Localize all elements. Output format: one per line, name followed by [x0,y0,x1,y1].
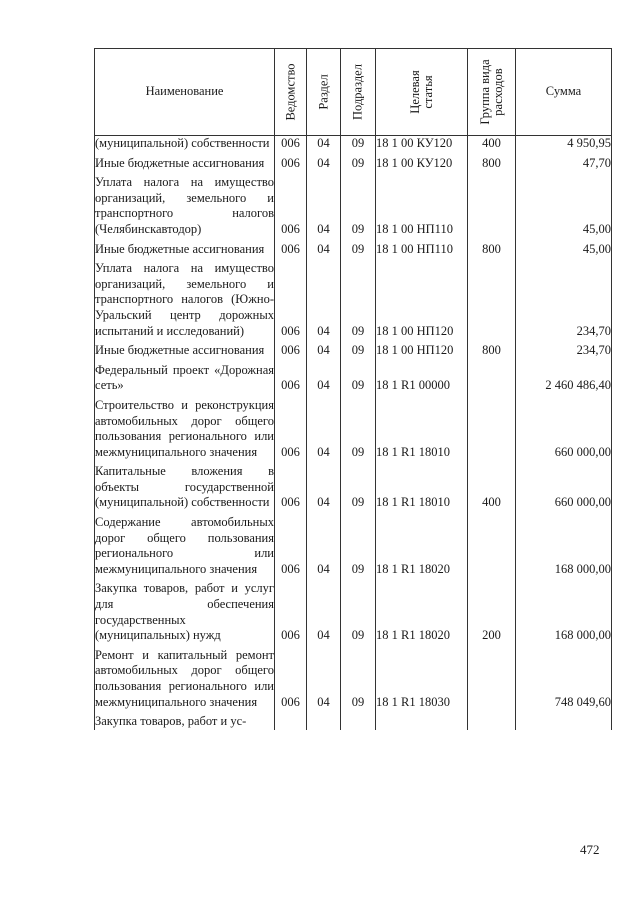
row-csr: 18 1 R1 18020 [376,581,468,643]
row-sum: 168 000,00 [516,515,612,577]
header-podrazdel-label: Подраздел [350,64,365,120]
header-summa: Сумма [516,49,612,136]
table-row [95,581,612,643]
page-number: 472 [580,842,600,857]
row-razdel: 04 [307,261,341,339]
row-vr [468,515,516,577]
row-name: Федеральный проект «Дорожная сеть» [95,362,274,393]
row-razdel [307,714,341,730]
row-vedomstvo [275,714,307,730]
header-csr-label: Целевая статья [407,70,435,114]
header-csr [376,49,468,136]
header-vr [468,49,516,136]
table-row [95,156,612,172]
row-sum: 660 000,00 [516,464,612,511]
row-podrazdel: 09 [341,363,376,394]
row-sum: 2 460 486,40 [516,363,612,394]
row-podrazdel: 09 [341,156,376,172]
row-csr: 18 1 R1 18010 [376,398,468,460]
row-podrazdel: 09 [341,398,376,460]
row-vr: 800 [468,343,516,359]
table-row [95,398,612,460]
row-name: Уплата налога на имущество организаций, земельного и транспортного налогов (Челябинскавтодор) [95,175,274,236]
row-sum: 47,70 [516,156,612,172]
row-sum: 660 000,00 [516,398,612,460]
row-vedomstvo: 006 [275,581,307,643]
header-vr-label: Группа вида расходов [477,59,505,125]
header-razdel [307,49,341,136]
row-vr: 800 [468,156,516,172]
row-sum: 45,00 [516,175,612,237]
table-row [95,242,612,258]
row-name: Содержание автомобильных дорог общего пользования регионального или межмуниципального значения [95,515,274,576]
row-name: Закупка товаров, работ и услуг для обеспечения государственных (муниципальных) нужд [95,581,274,643]
row-podrazdel: 09 [341,242,376,258]
row-vedomstvo: 006 [275,648,307,710]
row-sum: 4 950,95 [516,136,612,152]
header-vedomstvo [275,49,307,136]
row-vr [468,363,516,394]
row-razdel: 04 [307,156,341,172]
row-podrazdel: 09 [341,261,376,339]
row-podrazdel: 09 [341,175,376,237]
row-vr [468,398,516,460]
row-vr [468,648,516,710]
row-razdel: 04 [307,398,341,460]
row-razdel: 04 [307,343,341,359]
table-header-row [95,49,612,136]
table-row [95,363,612,394]
row-sum: 234,70 [516,261,612,339]
row-csr: 18 1 R1 00000 [376,363,468,394]
row-razdel: 04 [307,515,341,577]
row-vedomstvo: 006 [275,464,307,511]
row-vr: 200 [468,581,516,643]
row-podrazdel: 09 [341,581,376,643]
row-sum [516,714,612,730]
row-name: Закупка товаров, работ и ус- [95,714,275,730]
row-vr: 400 [468,464,516,511]
row-vedomstvo: 006 [275,242,307,258]
row-name: Капитальные вложения в объекты государственной (муниципальной) собственности [95,464,274,510]
row-vedomstvo: 006 [275,136,307,152]
budget-table [94,48,612,730]
row-vedomstvo: 006 [275,363,307,394]
table-row [95,343,612,359]
row-razdel: 04 [307,242,341,258]
table-row [95,515,612,577]
row-csr: 18 1 R1 18010 [376,464,468,511]
row-podrazdel: 09 [341,343,376,359]
row-name: Иные бюджетные ассигнования [95,242,275,258]
row-name: Иные бюджетные ассигнования [95,343,275,359]
row-podrazdel: 09 [341,464,376,511]
table-row [95,464,612,511]
row-csr: 18 1 00 НП120 [376,261,468,339]
row-name: Уплата налога на имущество организаций, земельного и транспортного налогов (Южно-Уральский центр дорожных испытаний и исследований) [95,261,274,338]
table-body [95,136,612,730]
row-razdel: 04 [307,175,341,237]
row-razdel: 04 [307,581,341,643]
row-sum: 748 049,60 [516,648,612,710]
row-vr [468,714,516,730]
row-csr: 18 1 00 НП110 [376,175,468,237]
header-razdel-label: Раздел [316,74,330,110]
row-csr: 18 1 R1 18020 [376,515,468,577]
row-podrazdel: 09 [341,515,376,577]
row-csr: 18 1 00 НП120 [376,343,468,359]
row-name: (муниципальной) собственности [95,136,275,152]
table-row [95,136,612,152]
row-podrazdel [341,714,376,730]
row-sum: 234,70 [516,343,612,359]
row-vedomstvo: 006 [275,175,307,237]
row-vr [468,261,516,339]
row-sum: 168 000,00 [516,581,612,643]
row-razdel: 04 [307,136,341,152]
row-csr: 18 1 00 КУ120 [376,136,468,152]
row-vr: 800 [468,242,516,258]
row-csr: 18 1 00 НП110 [376,242,468,258]
table-row [95,648,612,710]
row-vedomstvo: 006 [275,261,307,339]
row-vedomstvo: 006 [275,398,307,460]
row-vedomstvo: 006 [275,343,307,359]
table-row [95,175,612,237]
row-name: Строительство и реконструкция автомобильных дорог общего пользования регионального или межмуниципального значения [95,397,274,459]
row-razdel: 04 [307,648,341,710]
row-vedomstvo: 006 [275,156,307,172]
row-podrazdel: 09 [341,136,376,152]
row-vr: 400 [468,136,516,152]
header-name: Наименование [95,49,275,136]
row-vr [468,175,516,237]
header-podrazdel [341,49,376,136]
header-vedomstvo-label: Ведомство [283,63,297,121]
row-name: Иные бюджетные ассигнования [95,156,275,172]
row-razdel: 04 [307,464,341,511]
row-sum: 45,00 [516,242,612,258]
row-name: Ремонт и капитальный ремонт автомобильных дорог общего пользования регионального или межмуниципального значения [95,647,274,709]
row-vedomstvo: 006 [275,515,307,577]
row-csr: 18 1 R1 18030 [376,648,468,710]
row-csr: 18 1 00 КУ120 [376,156,468,172]
row-csr [376,714,468,730]
table-row [95,714,612,730]
row-podrazdel: 09 [341,648,376,710]
row-razdel: 04 [307,363,341,394]
table-row [95,261,612,339]
